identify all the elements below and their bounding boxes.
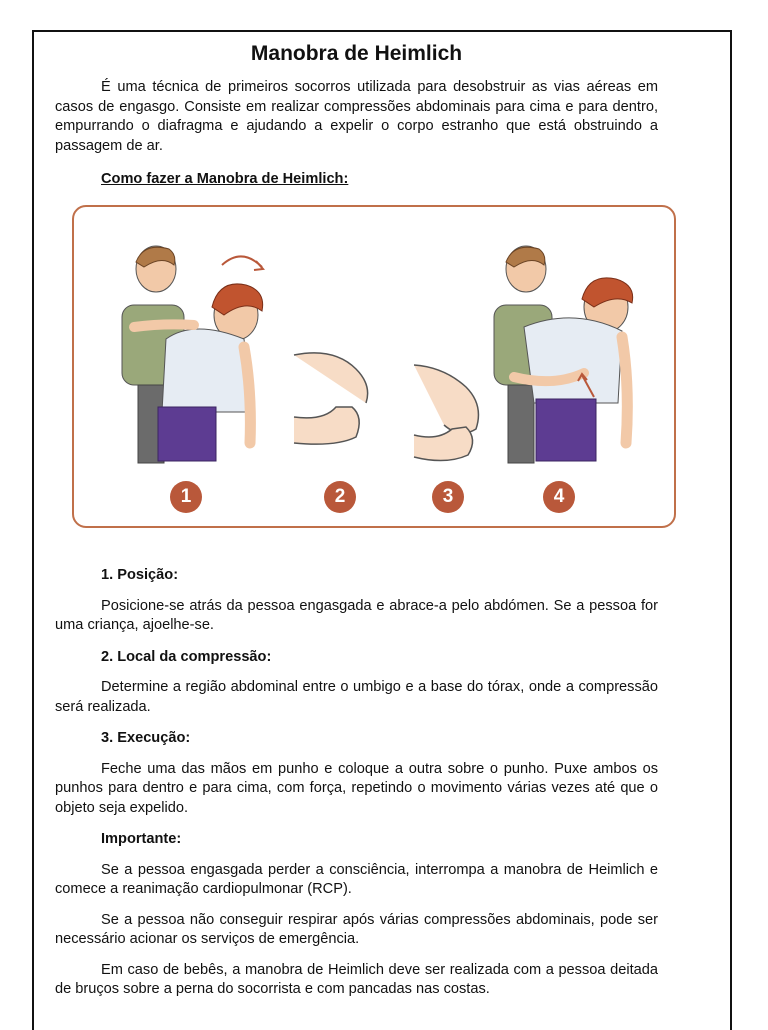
section-text-execution: Feche uma das mãos em punho e coloque a outra sobre o punho. Puxe ambos os punhos para dentro e para cima, com força, repetindo o movimento várias vezes até que o objeto seja expelido. (55, 760, 658, 816)
step-4-drawing (494, 246, 633, 463)
document-header (55, 40, 658, 190)
important-heading: Importante: (101, 831, 182, 847)
section-text-position: Posicione-se atrás da pessoa engasgada e abrace-a pelo abdómen. Se a pessoa for uma criança, ajoelhe-se. (55, 597, 658, 633)
step-3-drawing (414, 365, 478, 461)
section-text-location: Determine a região abdominal entre o umbigo e a base do tórax, onde a compressão será realizada. (55, 679, 658, 715)
important-paragraph-1: Se a pessoa engasgada perder a consciência, interrompa a manobra de Heimlich e comece a reanimação cardiopulmonar (RCP). (55, 861, 658, 897)
steps-drawing (74, 207, 674, 526)
important-paragraph-2: Se a pessoa não conseguir respirar após várias compressões abdominais, pode ser necessário acionar os serviços de emergência. (55, 911, 658, 947)
section-heading-execution: 3. Execução: (101, 730, 191, 746)
how-to-subtitle: Como fazer a Manobra de Heimlich: (101, 171, 349, 187)
step-1-drawing (122, 246, 263, 463)
intro-paragraph: É uma técnica de primeiros socorros utilizada para desobstruir as vias aéreas em casos de engasgo. Consiste em realizar compressões abdominais para cima e para dentro, empurrando o diafragma e ajudando a expelir o corpo estranho que está obstruindo a passagem de ar. (55, 79, 658, 154)
page-title: Manobra de Heimlich (250, 42, 463, 65)
step-badge-2: 2 (324, 481, 356, 513)
heimlich-illustration (72, 205, 676, 528)
section-heading-position: 1. Posição: (101, 567, 179, 583)
step-2-drawing (294, 353, 368, 444)
section-heading-location: 2. Local da compressão: (101, 648, 272, 665)
instructions-body (55, 566, 658, 1000)
step-badge-4: 4 (543, 481, 575, 513)
step-badge-3: 3 (432, 481, 464, 513)
step-badge-1: 1 (170, 481, 202, 513)
important-paragraph-3: Em caso de bebês, a manobra de Heimlich deve ser realizada com a pessoa deitada de bruços sobre a perna do socorrista e com pancadas nas costas. (55, 961, 658, 997)
